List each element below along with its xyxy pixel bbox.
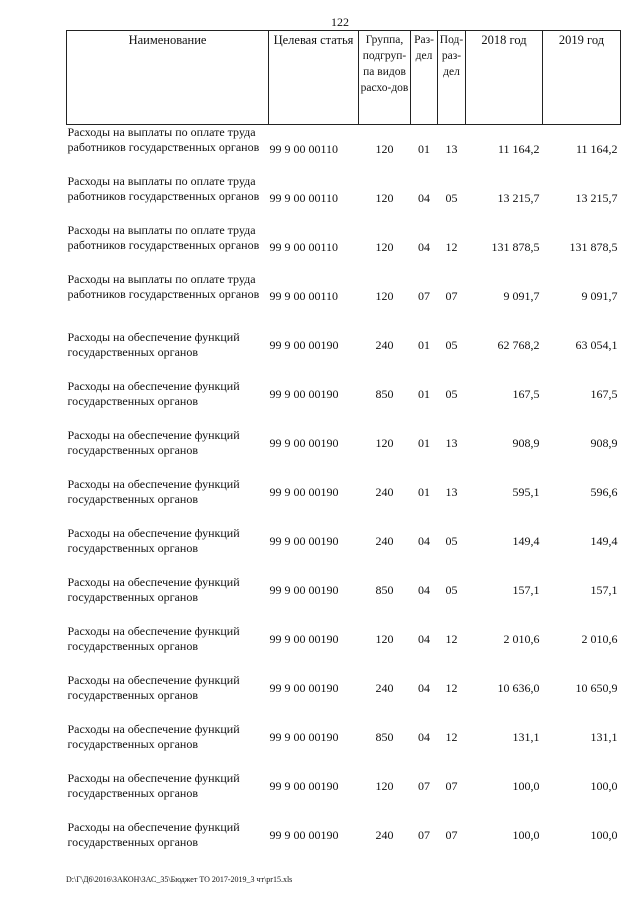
- row-name: Расходы на обеспечение функций государственных органов: [67, 575, 240, 604]
- row-amount-2019: 149,4: [590, 533, 618, 548]
- table-row: [67, 811, 621, 860]
- row-amount-2018: 100,0: [512, 827, 540, 842]
- row-subsection: 12: [445, 729, 458, 744]
- row-group: 240: [375, 680, 394, 695]
- table-row: [67, 174, 621, 223]
- row-name: Расходы на выплаты по оплате труда работников государственных органов: [67, 173, 260, 203]
- table-row: [67, 125, 621, 174]
- row-amount-2018: 157,1: [512, 582, 540, 597]
- row-group: 120: [375, 141, 394, 156]
- row-amount-2019: 10 650,9: [575, 680, 618, 695]
- row-name: Расходы на обеспечение функций государственных органов: [67, 330, 240, 359]
- row-amount-2018: 149,4: [512, 533, 540, 548]
- row-amount-2019: 157,1: [590, 582, 618, 597]
- budget-table: [66, 30, 621, 860]
- row-target-article: 99 9 00 00190: [269, 484, 339, 499]
- row-group: 850: [375, 729, 394, 744]
- row-target-article: 99 9 00 00110: [269, 141, 339, 156]
- row-target-article: 99 9 00 00190: [269, 729, 339, 744]
- row-subsection: 05: [445, 386, 458, 401]
- row-name: Расходы на выплаты по оплате труда работников государственных органов: [67, 125, 260, 154]
- row-amount-2018: 100,0: [512, 778, 540, 793]
- table-row: [67, 566, 621, 615]
- row-group: 120: [375, 288, 394, 303]
- row-target-article: 99 9 00 00190: [269, 680, 339, 695]
- header-target-article: Целевая статья: [269, 31, 359, 125]
- row-subsection: 13: [445, 484, 458, 499]
- row-amount-2018: 9 091,7: [503, 288, 540, 303]
- row-subsection: 05: [445, 337, 458, 352]
- row-amount-2019: 11 164,2: [575, 141, 618, 156]
- row-group: 120: [375, 778, 394, 793]
- row-target-article: 99 9 00 00190: [269, 386, 339, 401]
- row-target-article: 99 9 00 00110: [269, 239, 339, 254]
- row-section: 04: [418, 190, 430, 205]
- row-subsection: 05: [445, 190, 458, 205]
- row-amount-2018: 2 010,6: [503, 631, 540, 646]
- row-group: 120: [375, 190, 394, 205]
- row-section: 01: [418, 337, 430, 352]
- row-target-article: 99 9 00 00190: [269, 827, 339, 842]
- row-section: 04: [418, 631, 430, 646]
- row-target-article: 99 9 00 00190: [269, 778, 339, 793]
- row-group: 240: [375, 827, 394, 842]
- row-section: 04: [418, 729, 430, 744]
- row-subsection: 07: [445, 778, 458, 793]
- row-target-article: 99 9 00 00110: [269, 288, 339, 303]
- row-name: Расходы на выплаты по оплате труда работников государственных органов: [67, 271, 260, 301]
- row-group: 120: [375, 239, 394, 254]
- table-row: [67, 615, 621, 664]
- row-target-article: 99 9 00 00190: [269, 582, 339, 597]
- table-row: [67, 713, 621, 762]
- row-group: 240: [375, 484, 394, 499]
- row-section: 04: [418, 680, 430, 695]
- row-amount-2019: 2 010,6: [581, 631, 618, 646]
- row-group: 120: [375, 435, 394, 450]
- row-section: 01: [418, 141, 430, 156]
- row-name: Расходы на обеспечение функций государственных органов: [67, 379, 240, 408]
- row-amount-2018: 131 878,5: [491, 239, 540, 254]
- table-row: [67, 272, 621, 321]
- row-section: 01: [418, 435, 430, 450]
- row-section: 01: [418, 484, 430, 499]
- row-target-article: 99 9 00 00190: [269, 435, 339, 450]
- table-row: [67, 664, 621, 713]
- row-amount-2019: 131,1: [590, 729, 618, 744]
- row-name: Расходы на обеспечение функций государственных органов: [67, 820, 240, 849]
- row-group: 240: [375, 337, 394, 352]
- row-amount-2019: 100,0: [590, 827, 618, 842]
- header-name: Наименование: [67, 31, 269, 125]
- row-subsection: 05: [445, 582, 458, 597]
- row-target-article: 99 9 00 00190: [269, 337, 339, 352]
- file-path-footer: D:\Г\Д6\2016\ЗАКОН\ЗАС_35\Бюджет ТО 2017-2019_3 чт\pr15.xls: [66, 875, 293, 884]
- row-amount-2018: 131,1: [512, 729, 540, 744]
- header-section: Раз-дел: [411, 31, 438, 125]
- row-amount-2019: 100,0: [590, 778, 618, 793]
- header-year-2018: 2018 год: [466, 31, 543, 125]
- row-name: Расходы на обеспечение функций государственных органов: [67, 428, 240, 457]
- row-amount-2018: 11 164,2: [497, 141, 540, 156]
- row-section: 07: [418, 827, 430, 842]
- row-name: Расходы на обеспечение функций государственных органов: [67, 624, 240, 653]
- row-target-article: 99 9 00 00110: [269, 190, 339, 205]
- row-amount-2019: 908,9: [590, 435, 618, 450]
- row-name: Расходы на обеспечение функций государственных органов: [67, 526, 240, 555]
- row-section: 04: [418, 533, 430, 548]
- page-number: 122: [331, 15, 349, 29]
- table-row: [67, 370, 621, 419]
- row-amount-2019: 167,5: [590, 386, 618, 401]
- row-section: 07: [418, 288, 430, 303]
- row-subsection: 05: [445, 533, 458, 548]
- row-subsection: 07: [445, 827, 458, 842]
- row-section: 01: [418, 386, 430, 401]
- row-amount-2019: 13 215,7: [575, 190, 618, 205]
- row-subsection: 12: [445, 631, 458, 646]
- row-section: 04: [418, 239, 430, 254]
- row-group: 850: [375, 582, 394, 597]
- table-row: [67, 762, 621, 811]
- row-target-article: 99 9 00 00190: [269, 631, 339, 646]
- row-subsection: 07: [445, 288, 458, 303]
- row-section: 04: [418, 582, 430, 597]
- row-group: 120: [375, 631, 394, 646]
- row-group: 240: [375, 533, 394, 548]
- row-amount-2018: 10 636,0: [497, 680, 540, 695]
- row-amount-2019: 9 091,7: [581, 288, 618, 303]
- row-amount-2019: 63 054,1: [575, 337, 618, 352]
- header-row: [67, 31, 621, 125]
- row-amount-2018: 908,9: [512, 435, 540, 450]
- row-name: Расходы на обеспечение функций государственных органов: [67, 477, 240, 506]
- row-amount-2019: 131 878,5: [569, 239, 618, 254]
- table-body: [67, 125, 621, 860]
- row-subsection: 12: [445, 239, 458, 254]
- row-group: 850: [375, 386, 394, 401]
- header-year-2019: 2019 год: [543, 31, 621, 125]
- row-amount-2018: 595,1: [512, 484, 540, 499]
- row-target-article: 99 9 00 00190: [269, 533, 339, 548]
- table-row: [67, 468, 621, 517]
- row-section: 07: [418, 778, 430, 793]
- row-subsection: 13: [445, 141, 458, 156]
- row-subsection: 12: [445, 680, 458, 695]
- row-amount-2018: 62 768,2: [497, 337, 540, 352]
- row-amount-2018: 167,5: [512, 386, 540, 401]
- row-amount-2018: 13 215,7: [497, 190, 540, 205]
- row-amount-2019: 596,6: [590, 484, 618, 499]
- row-name: Расходы на выплаты по оплате труда работников государственных органов: [67, 222, 260, 252]
- row-name: Расходы на обеспечение функций государственных органов: [67, 673, 240, 702]
- header-subsection: Под-раз-дел: [438, 31, 466, 125]
- row-subsection: 13: [445, 435, 458, 450]
- table-row: [67, 517, 621, 566]
- row-name: Расходы на обеспечение функций государственных органов: [67, 771, 240, 800]
- table-row: [67, 321, 621, 370]
- table-row: [67, 223, 621, 272]
- row-name: Расходы на обеспечение функций государственных органов: [67, 722, 240, 751]
- table-row: [67, 419, 621, 468]
- header-group: Группа, подгруп-па видов расхо-дов: [359, 31, 411, 125]
